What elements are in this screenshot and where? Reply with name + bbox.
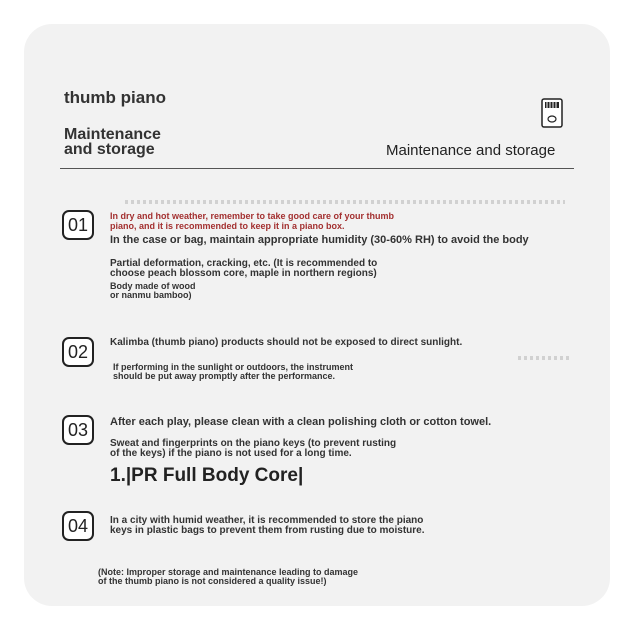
section-01-note: Partial deformation, cracking, etc. (It is recommended to choose peach blossom core, maple in northern regions) (110, 258, 378, 279)
section-number-04: 04 (62, 511, 94, 541)
page-subtitle: Maintenance and storage (64, 126, 161, 158)
header-divider (60, 168, 574, 169)
section-number-03: 03 (62, 415, 94, 445)
section-03-main: After each play, please clean with a clean polishing cloth or cotton towel. (110, 416, 492, 428)
section-02-main: Kalimba (thumb piano) products should not be exposed to direct sunlight. (110, 337, 463, 348)
section-02-note: If performing in the sunlight or outdoors, the instrument should be put away promptly after the performance. (113, 362, 353, 381)
section-01-main: In the case or bag, maintain appropriate humidity (30-60% RH) to avoid the body (110, 234, 529, 246)
thumb-piano-icon (541, 98, 563, 128)
section-04-main: In a city with humid weather, it is recommended to store the piano keys in plastic bags to prevent them from rusting due to moisture. (110, 515, 425, 536)
section-number-02: 02 (62, 337, 94, 367)
footer-note: (Note: Improper storage and maintenance leading to damage of the thumb piano is not considered a quality issue!) (98, 567, 359, 586)
section-01-warning: In dry and hot weather, remember to take good care of your thumb piano, and it is recommended to keep it in a piano box. (110, 211, 395, 231)
section-03-note: Sweat and fingerprints on the piano keys (to prevent rusting of the keys) if the piano is not used for a long time. (110, 438, 397, 459)
section-03-core-label: 1.|PR Full Body Core| (110, 465, 304, 486)
section-01-note-2: Body made of wood or nanmu bamboo) (110, 281, 196, 300)
section-heading: Maintenance and storage (386, 142, 556, 159)
section-number-01: 01 (62, 210, 94, 240)
blurred-text (125, 200, 565, 204)
page-title: thumb piano (64, 88, 166, 107)
blurred-text (518, 356, 570, 360)
